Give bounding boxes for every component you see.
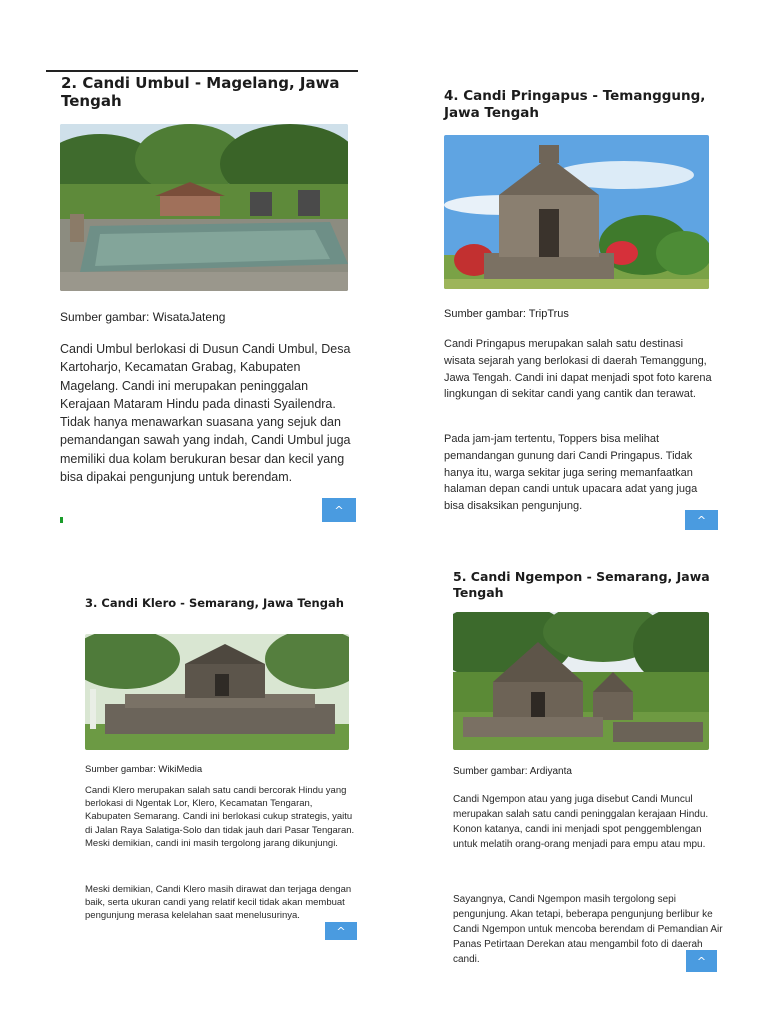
article-card-candi-ngempon	[440, 567, 730, 977]
article-title: 3. Candi Klero - Semarang, Jawa Tengah	[85, 596, 344, 610]
image-source: Sumber gambar: TripTrus	[444, 308, 569, 320]
section-divider	[46, 70, 358, 72]
chevron-up-icon: ^	[334, 503, 344, 517]
article-title: 4. Candi Pringapus - Temanggung, Jawa Tengah	[444, 88, 706, 121]
progress-marker	[60, 517, 63, 523]
image-source: Sumber gambar: Ardiyanta	[453, 766, 572, 777]
scroll-top-button[interactable]	[325, 922, 357, 940]
article-paragraph: Candi Ngempon atau yang juga disebut Candi Muncul merupakan salah satu candi peninggalan kerajaan Hindu. Konon katanya, candi ini menjadi spot penggemblengan untuk melatih orang-orang menjadi para empu atau mpu.	[453, 794, 709, 850]
article-paragraph: Meski demikian, Candi Klero masih dirawat dan terjaga dengan baik, serta ukuran candi yang relatif kecil tidak akan membuat pengunjung merasa kelelahan saat menelusurinya.	[85, 884, 352, 922]
scroll-top-button[interactable]	[322, 498, 356, 522]
chevron-up-icon: ^	[696, 954, 707, 968]
article-photo-candi-pringapus	[444, 135, 709, 289]
article-paragraph: Sayangnya, Candi Ngempon masih tergolong sepi pengunjung. Akan tetapi, beberapa pengunjung berlibur ke Candi Ngempon untuk mencoba berendam di Pemandian Air Panas Petirtaan Derekan atau mengambil foto di daerah candi.	[453, 894, 723, 965]
article-paragraph: Pada jam-jam tertentu, Toppers bisa melihat pemandangan gunung dari Candi Pringapus. Tidak hanya itu, warga sekitar juga sering memanfaatkan halaman depan candi untuk upacara adat yang juga bisa disaksikan pengunjung.	[444, 433, 698, 513]
article-paragraph: Candi Umbul berlokasi di Dusun Candi Umbul, Desa Kartoharjo, Kecamatan Grabag, Kabupaten Magelang. Candi ini merupakan peninggalan Kerajaan Mataram Hindu pada dinasti Syailendra. Tidak hanya menawarkan suasana yang sejuk dan pemandangan sawah yang indah, Candi Umbul juga memiliki dua kolam berukuran besar dan kecil yang bisa dipakai pengunjung untuk berendam.	[60, 342, 351, 485]
scroll-top-button[interactable]	[686, 950, 717, 972]
article-card-candi-klero	[72, 596, 362, 946]
chevron-up-icon: ^	[336, 924, 346, 938]
article-card-candi-pringapus	[430, 82, 720, 532]
image-source: Sumber gambar: WisataJateng	[60, 310, 226, 324]
article-title: 2. Candi Umbul - Magelang, Jawa Tengah	[61, 74, 340, 110]
article-paragraph: Candi Klero merupakan salah satu candi bercorak Hindu yang berlokasi di Ngentak Lor, Klero, Kecamatan Tengaran, Kabupaten Semarang. Candi ini berlokasi cukup strategis, yaitu di Jalan Raya Salatiga-Solo dan tidak jauh dari Pasar Tengaran. Meski demikian, candi ini masih tergolong jarang dikunjungi.	[85, 785, 355, 849]
chevron-up-icon: ^	[696, 513, 707, 527]
article-photo-candi-ngempon	[453, 612, 709, 750]
article-card-candi-umbul	[46, 70, 358, 530]
scroll-top-button[interactable]	[685, 510, 718, 530]
article-photo-candi-umbul	[60, 124, 348, 291]
article-paragraph: Candi Pringapus merupakan salah satu destinasi wisata sejarah yang berlokasi di daerah Temanggung, Jawa Tengah. Candi ini dapat menjadi spot foto karena lingkungan di sekitar candi yang cantik dan terawat.	[444, 338, 712, 401]
image-source: Sumber gambar: WikiMedia	[85, 764, 203, 775]
article-photo-candi-klero	[85, 634, 349, 750]
article-title: 5. Candi Ngempon - Semarang, Jawa Tengah	[453, 569, 710, 600]
